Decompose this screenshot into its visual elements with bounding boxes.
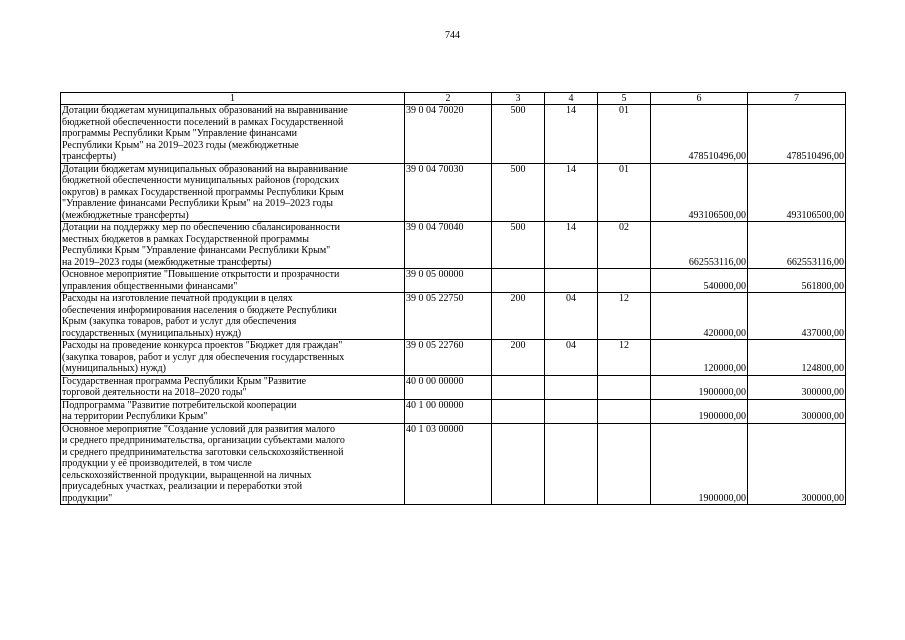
- row-col5: 02: [598, 222, 651, 269]
- column-header-6: 6: [651, 93, 748, 105]
- table-row: [61, 105, 846, 164]
- row-col5: 01: [598, 105, 651, 164]
- row-code: 39 0 04 70030: [405, 163, 492, 222]
- row-col5: [598, 399, 651, 423]
- table-row: [61, 423, 846, 505]
- row-description: Расходы на изготовление печатной продукции в целях обеспечения информирования населения о бюджете Республики Крым (закупка товаров, работ и услуг для обеспечения государственных (муниципальных) нужд): [61, 293, 405, 340]
- row-code: 40 1 03 00000: [405, 423, 492, 505]
- row-col5: [598, 423, 651, 505]
- row-description: Расходы на проведение конкурса проектов "Бюджет для граждан" (закупка товаров, работ и услуг для обеспечения государственных (муниципальных) нужд): [61, 340, 405, 376]
- row-amount-7: 437000,00: [748, 293, 846, 340]
- row-col4: 04: [545, 293, 598, 340]
- row-code: 39 0 04 70020: [405, 105, 492, 164]
- row-amount-7: 300000,00: [748, 423, 846, 505]
- column-header-5: 5: [598, 93, 651, 105]
- row-description: Дотации на поддержку мер по обеспечению сбалансированности местных бюджетов в рамках Государственной программы Республики Крым "Управление финансами Республики Крым" на 2019–2023 годы (межбюджетные трансферты): [61, 222, 405, 269]
- column-header-1: 1: [61, 93, 405, 105]
- column-header-7: 7: [748, 93, 846, 105]
- row-description: Основное мероприятие "Создание условий для развития малого и среднего предпринимательства, организации субъектами малого и среднего предпринимательства заготовки сельскохозяйственной продукции у её производителей, в том числе сельскохозяйственной продукции, выращенной на личных приусадебных участках, реализации и переработки этой продукции": [61, 423, 405, 505]
- row-amount-7: 124800,00: [748, 340, 846, 376]
- row-amount-7: 300000,00: [748, 399, 846, 423]
- header-row: [61, 93, 846, 105]
- row-code: 40 0 00 00000: [405, 375, 492, 399]
- table-row: [61, 293, 846, 340]
- row-amount-6: 478510496,00: [651, 105, 748, 164]
- row-amount-6: 120000,00: [651, 340, 748, 376]
- row-code: 39 0 04 70040: [405, 222, 492, 269]
- table-row: [61, 399, 846, 423]
- row-amount-6: 493106500,00: [651, 163, 748, 222]
- row-code: 39 0 05 00000: [405, 269, 492, 293]
- row-col4: 14: [545, 222, 598, 269]
- row-col3: [492, 423, 545, 505]
- row-amount-6: 662553116,00: [651, 222, 748, 269]
- row-code: 40 1 00 00000: [405, 399, 492, 423]
- row-col5: 01: [598, 163, 651, 222]
- column-header-3: 3: [492, 93, 545, 105]
- row-amount-7: 300000,00: [748, 375, 846, 399]
- row-col3: 200: [492, 293, 545, 340]
- row-amount-6: 1900000,00: [651, 375, 748, 399]
- row-col3: [492, 399, 545, 423]
- row-code: 39 0 05 22760: [405, 340, 492, 376]
- table-row: [61, 340, 846, 376]
- row-col3: 500: [492, 163, 545, 222]
- table-row: [61, 163, 846, 222]
- row-col4: [545, 375, 598, 399]
- row-col5: [598, 375, 651, 399]
- row-amount-6: 540000,00: [651, 269, 748, 293]
- row-col4: 14: [545, 105, 598, 164]
- row-description: Подпрограмма "Развитие потребительской кооперации на территории Республики Крым": [61, 399, 405, 423]
- row-description: Основное мероприятие "Повышение открытости и прозрачности управления общественными финансами": [61, 269, 405, 293]
- row-amount-7: 478510496,00: [748, 105, 846, 164]
- table-row: [61, 375, 846, 399]
- row-col5: [598, 269, 651, 293]
- row-amount-6: 420000,00: [651, 293, 748, 340]
- row-col3: 200: [492, 340, 545, 376]
- table-row: [61, 222, 846, 269]
- row-col4: 04: [545, 340, 598, 376]
- row-col4: [545, 269, 598, 293]
- row-col3: [492, 375, 545, 399]
- row-description: Дотации бюджетам муниципальных образований на выравнивание бюджетной обеспеченности муниципальных районов (городских округов) в рамках Государственной программы Республики Крым "Управление финансами Республики Крым" на 2019–2023 годы (межбюджетные трансферты): [61, 163, 405, 222]
- row-description: Дотации бюджетам муниципальных образований на выравнивание бюджетной обеспеченности поселений в рамках Государственной программы Республики Крым "Управление финансами Республики Крым" на 2019–2023 годы (межбюджетные трансферты): [61, 105, 405, 164]
- row-col4: [545, 399, 598, 423]
- row-amount-6: 1900000,00: [651, 399, 748, 423]
- row-col4: 14: [545, 163, 598, 222]
- row-amount-7: 561800,00: [748, 269, 846, 293]
- column-header-4: 4: [545, 93, 598, 105]
- row-code: 39 0 05 22750: [405, 293, 492, 340]
- row-amount-7: 493106500,00: [748, 163, 846, 222]
- row-col5: 12: [598, 293, 651, 340]
- row-description: Государственная программа Республики Крым "Развитие торговой деятельности на 2018–2020 годы": [61, 375, 405, 399]
- column-header-2: 2: [405, 93, 492, 105]
- table-row: [61, 269, 846, 293]
- row-col4: [545, 423, 598, 505]
- row-col3: 500: [492, 105, 545, 164]
- row-col3: 500: [492, 222, 545, 269]
- page-number: 744: [445, 30, 460, 41]
- row-amount-6: 1900000,00: [651, 423, 748, 505]
- row-col5: 12: [598, 340, 651, 376]
- budget-table: [60, 92, 846, 505]
- row-amount-7: 662553116,00: [748, 222, 846, 269]
- row-col3: [492, 269, 545, 293]
